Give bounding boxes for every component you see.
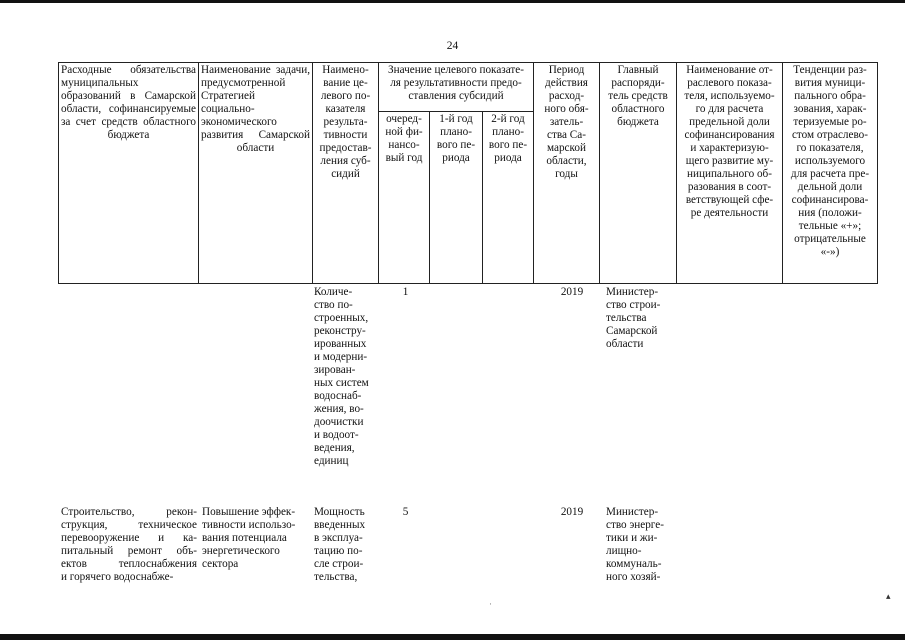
header-expenditure-obligations: Расходные обязательства муниципальных образований в Самарской области, софинансируемые за счет средств областного бюджета xyxy=(59,63,199,284)
scan-border-bottom xyxy=(0,634,905,640)
header-next-fiscal-year: очеред- ной фи- нансо- вый год xyxy=(379,112,430,284)
scan-speck: ▴ xyxy=(886,591,891,601)
header-task-name: Наименование задачи, предусмотренной Стратегией социально-экономического развития Самарской области xyxy=(199,63,313,284)
page-number: 24 xyxy=(446,40,459,52)
row2-obligation-tail: и горячего водоснабже- xyxy=(61,571,174,583)
row1-value-next-year: 1 xyxy=(402,286,409,298)
row2-task: Повышение эффек- тивности использо- вания потенциала энергетического сектора xyxy=(202,506,296,570)
header-indicator-name: Наимено- вание це- левого по- казателя результа- тивности предостав- ления суб- сидий xyxy=(313,63,379,284)
row1-indicator: Количе- ство по- строенных, реконстру- ированных и модерни- зирован- ных систем водоснаб- жения, во- доочистки и водоот- ведения, единиц xyxy=(314,286,369,467)
row2-indicator: Мощность введенных в эксплуа- тацию по- сле строи- тельства, xyxy=(314,506,366,583)
header-sector-indicator: Наименование от- раслевого показа- теля, используемо- го для расчета предельной доли софинансирования и характеризую- щего развитие му- ниципального об- разования в соот- ветствующей сфе- ре деятельности xyxy=(677,63,783,284)
header-target-values: Значение целевого показате- ля результативности предо- ставления субсидий xyxy=(379,63,534,112)
header-planning-year-1: 1-й год плано- вого пе- риода xyxy=(430,112,483,284)
header-validity-period: Период действия расход- ного обя- затель- ства Са- марской области, годы xyxy=(534,63,600,284)
header-chief-administrator: Главный распоряди- тель средств областного бюджета xyxy=(600,63,677,284)
row1-period: 2019 xyxy=(560,286,584,298)
header-trends: Тенденции раз- вития муници- пального обра- зования, харак- теризуемые ро- стом отраслево- го показателя, используемого для расчета пре- дельной доли софинансирова- ния (положи- тельные «+»; отрицательные «-») xyxy=(783,63,878,284)
scan-border-top xyxy=(0,0,905,3)
row1-administrator: Министер- ство строи- тельства Самарской области xyxy=(606,286,661,350)
row2-period: 2019 xyxy=(560,506,584,518)
scan-speck: · xyxy=(489,599,492,609)
row2-administrator: Министер- ство энерге- тики и жи- лищно- коммуналь- ного хозяй- xyxy=(606,506,664,583)
row2-value-next-year: 5 xyxy=(402,506,409,518)
row2-obligation: Строительство, рекон- струкция, техническое перевооружение и ка- питальный ремонт объ- ектов теплоснабжения xyxy=(61,506,197,570)
table-header xyxy=(58,62,878,284)
header-planning-year-2: 2-й год плано- вого пе- риода xyxy=(483,112,534,284)
